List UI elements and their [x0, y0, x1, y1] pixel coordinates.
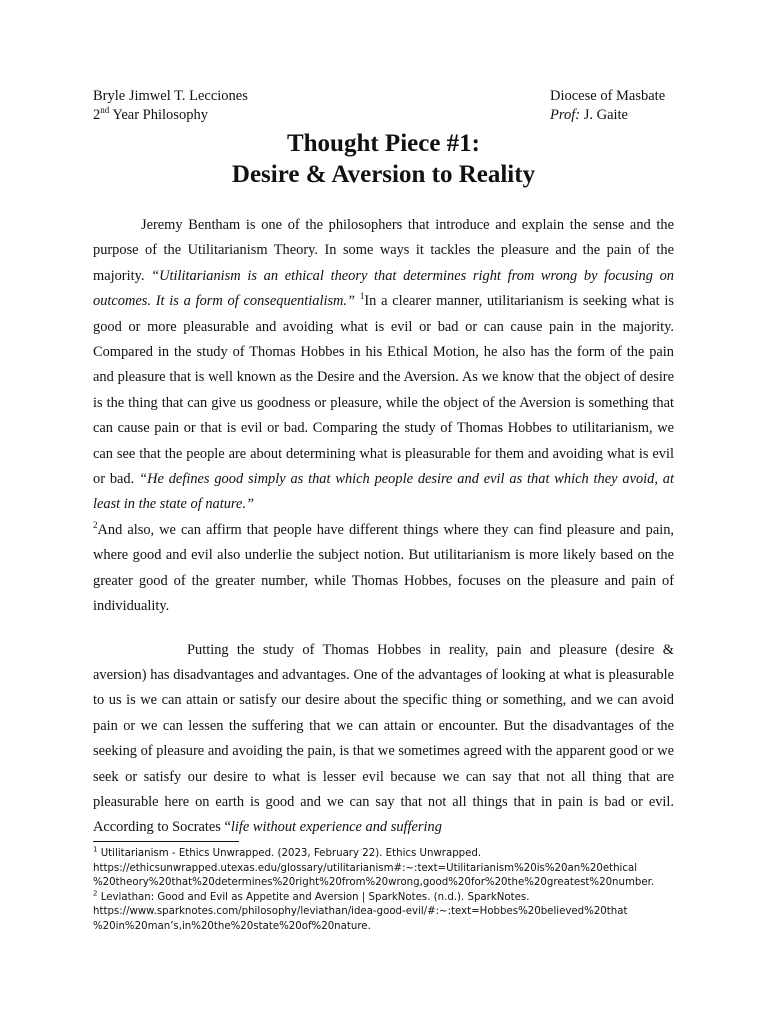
header-row-2 [93, 106, 674, 125]
author-name: Bryle Jimwel T. Lecciones [93, 88, 248, 104]
document-header [93, 87, 674, 125]
essay-body [93, 213, 674, 841]
footnote-1: $^1$ Utilitarianism - Ethics Unwrapped. (2023, February 22). Ethics Unwrapped. [93, 845, 482, 859]
paragraph-2: Putting the study of Thomas Hobbes in reality, pain and pleasure (desire & aversion) has disadvantages and advantages. One of the advantages of looking at what is pleasurable to us is we can attain or satisfy our desire about the specific thing or something, and we can avoid pain or we can lessen the suffering that we can attain or encounter. But the disadvantages of the seeking of pleasure and avoiding the pain, is that we sometimes agreed with the apparent good or we seek or satisfy our desire to what is lesser evil because we can say that not all thing that are pleasurable here on earth is good and we can say that not all things that in pain is bad or evil. According to Socrates “life without experience and suffering [93, 641, 674, 836]
footnote-2-url-a: https://www.sparknotes.com/philosophy/leviathan/idea-good-evil/#:~:text=Hobbes%20believed%20that [93, 906, 628, 918]
footnote-1-url-a: https://ethicsunwrapped.utexas.edu/glossary/utilitarianism#:~:text=Utilitarianism%20is%20an%20ethical [93, 862, 638, 874]
quote-utilitarianism: “Utilitarianism is an ethical theory that determines right from wrong by focusing on outcomes. It is a form of consequentialism.” [93, 267, 674, 310]
footnote-separator [93, 841, 239, 842]
paragraph-1: Jeremy Bentham is one of the philosophers that introduce and explain the sense and the purpose of the Utilitarianism Theory. In some ways it tackles the pleasure and the pain of the majority. “Utilitarianism is an ethical theory that determines right from wrong by focusing on outcomes. It is a form of consequentialism.” $^1$In a clearer manner, utilitarianism is seeking what is good or more pleasurable and avoiding what is evil or bad or can cause pain in the majority. Compared in the study of Thomas Hobbes in his Ethical Motion, he also has the form of the pain and pleasure that is well known as the Desire and the Aversion. As we know that the object of desire is the thing that can give us goodness or pleasure, while the object of the Aversion is something that can cause pain or that is evil or bad. Comparing the study of Thomas Hobbes to utilitarianism, we can see that the people are about determining what is pleasurable for them and avoiding what is evil or bad. “He defines good simply as that which people desire and evil as that which they avoid, at least in the state of nature.” $^2$And also, we can affirm that people have different things where they can find pleasure and pain, where good and evil also underlie the subject notion. But utilitarianism is more likely based on the greater good of the greater number, while Thomas Hobbes, focuses on the pleasure and pain of individuality. [93, 217, 674, 615]
page-title [93, 128, 674, 190]
header-row-1 [93, 87, 674, 106]
footnote-ref-1: 1 [359, 291, 365, 302]
quote-socrates: life without experience and suffering [230, 819, 442, 836]
footnotes [93, 847, 683, 935]
footnote-2-url-b: %20in%20man’s,in%20the%20state%20of%20nature. [93, 920, 371, 932]
title-line-2: Desire & Aversion to Reality [231, 161, 536, 188]
title-line-1: Thought Piece #1: [286, 130, 481, 157]
footnote-ref-2: 2 [93, 520, 98, 531]
year-level: 2nd Year Philosophy [93, 105, 208, 123]
professor: Prof: J. Gaite [550, 107, 628, 123]
quote-hobbes: “He defines good simply as that which people desire and evil as that which they avoid, at least in the state of nature.” [93, 471, 674, 513]
footnote-2: $^2$ Leviathan: Good and Evil as Appetite and Aversion | SparkNotes. (n.d.). SparkNotes. [93, 889, 530, 903]
footnote-1-url-b: %20theory%20that%20determines%20right%20from%20wrong,good%20for%20the%20greatest%20number. [93, 877, 655, 889]
diocese-name: Diocese of Masbate [550, 88, 666, 104]
